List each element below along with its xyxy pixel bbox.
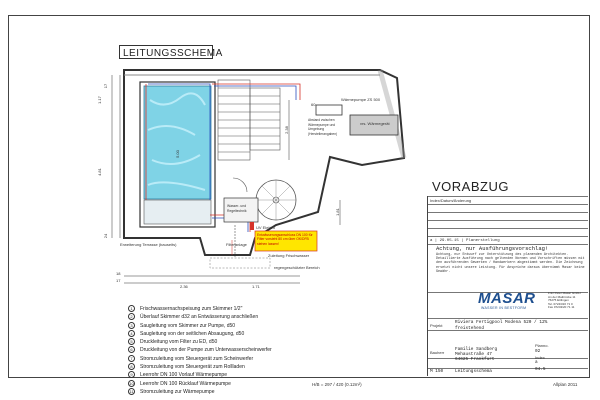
scale-label: M 150: [430, 369, 444, 374]
sheet-title: Leitungsschema: [455, 369, 492, 374]
company-tagline: WASSER IN BESTFORM: [481, 306, 527, 310]
dim-bottom-left: 24: [103, 233, 109, 239]
legend-item: [128, 380, 408, 388]
drawn-value: 04.5: [535, 367, 546, 372]
door-arc: [233, 178, 247, 192]
staircase: [218, 80, 280, 160]
legend-num: 11: [129, 388, 134, 394]
pump-note: Abstand zwischen Wärmepumpe und Umgebung (Herstellerangaben): [308, 118, 338, 136]
legend-item: [128, 322, 408, 330]
filter-label: Filteranlage: [226, 242, 247, 247]
legend-label: Saugleitung vom Skimmer zur Pumpe, d50: [140, 322, 236, 329]
pump-label: Wärmepumpe ZS 500: [341, 97, 381, 102]
heat-exchanger-label: vrs. Wärmegerät: [360, 121, 390, 126]
index-value: a: [535, 360, 538, 365]
index-header: Index/Datum/Änderung: [430, 198, 472, 203]
dim-bottom-2: 1.71: [252, 284, 260, 289]
legend-item: [128, 338, 408, 346]
uv-label: UV Elektro: [256, 225, 276, 230]
warning-text: Achtung, nur Entwurf zur Unterstützung des planenden Architekten. Detaillierte Ausführung nach geltenden Normen und Vorschriften müssen mit den ausführenden Gewerken / Handwerkern abgestimmt werden. Die Zeichnung ersetzt nicht unsere Leistung. Für Ansprüche daraus übernimmt Masar keine Gewähr.: [436, 253, 585, 274]
legend-num: 3: [128, 322, 135, 329]
legend-num: 2: [128, 313, 135, 320]
machine-room-label: Wasser- und Regeltechnik: [227, 204, 247, 213]
legend-item: [128, 371, 408, 379]
company-address: Fritz Peter Masar GmbH An der Maibrücke 11 76275 Ettlingen Tel. 07243/20 71 0 Fax 07243/20 71 11: [548, 291, 581, 310]
dim-left-small: 17: [103, 83, 109, 89]
pool-cover-shaft: [144, 200, 211, 224]
legend-num: 5: [128, 338, 135, 345]
legend-label: Stromzuleitung vom Steuergerät zum Scheinwerfer: [140, 355, 254, 362]
owner-label: Bauherr: [430, 350, 445, 355]
restricted-area-label: regengeschützter Bereich: [274, 265, 320, 270]
owner-address: Familie Sandberg Mehaustraße 47 64625 Frankfurt: [455, 347, 498, 362]
legend-label: Überlauf Skimmer d32 an Entwässerung anschließen: [140, 314, 259, 321]
legend-item: [128, 363, 408, 371]
dim-right: 1.81: [334, 208, 340, 216]
legend-label: Saugleitung von der seitlichen Absaugung, d50: [140, 330, 245, 337]
legend-num: 1: [128, 305, 135, 312]
warning-box-text: Entwässerungsanschluss DN 100 für Filter vorsieht 80 cm über OK/DFB stehen lassen!: [257, 233, 313, 246]
planno-label: Planno.: [535, 343, 549, 348]
index-label: Index: [535, 355, 545, 360]
dim-bottom-a: 18: [116, 271, 121, 276]
legend-label: Stromzuleitung vom Steuergerät zum Rollladen: [140, 364, 245, 371]
legend-item: [128, 305, 408, 313]
drawing-title: LEITUNGSSCHEMA: [123, 48, 223, 59]
software-label: Allplan 2011: [553, 382, 578, 387]
legend-label: Leerrohr DN 100 Rücklauf Wärmepumpe: [140, 380, 231, 387]
legend-label: Druckleitung vom Filter zu ED, d50: [140, 339, 218, 346]
title-block: [427, 196, 588, 376]
legend-label: Leerrohr DN 100 Vorlauf Wärmepumpe: [140, 372, 227, 379]
legend-num: 6: [128, 346, 135, 353]
terrace-note: Erweiterung Terrasse (bauseits): [120, 242, 177, 247]
dim-inner: 2.38: [283, 126, 289, 134]
pool-length: 5.00: [174, 150, 180, 158]
legend-num: 10: [129, 380, 134, 386]
pump-number: 60: [311, 102, 316, 107]
preliminary-stamp: VORABZUG: [432, 179, 509, 194]
project-label: Projekt: [430, 323, 443, 328]
legend-item: [128, 346, 408, 354]
fresh-water-label: Zuleitung Frischwasser: [268, 253, 310, 258]
legend-num: 7: [128, 355, 135, 362]
legend-item: [128, 313, 408, 321]
uv-marker: [250, 222, 254, 230]
legend-label: Druckleitung von der Pumpe zum Unterwasserscheinwerfer: [140, 347, 272, 354]
company-logo: MASAR: [478, 290, 536, 307]
legend-num: 4: [128, 330, 135, 337]
dim-bottom-1: 2.36: [180, 284, 188, 289]
planno-value: 02: [535, 349, 541, 354]
legend-label: Stromzuleitung zur Wärmepumpe: [140, 388, 215, 395]
restricted-area: [210, 258, 270, 268]
legend-num: 8: [128, 363, 135, 370]
project-name: Riviera Fertigpool Modena 520 / 12% freistehend: [455, 320, 548, 331]
legend-item: [128, 388, 408, 396]
legend-item: [128, 355, 408, 363]
legend-num: 9: [128, 371, 135, 378]
legend-item: [128, 330, 408, 338]
heat-pump: [316, 105, 342, 115]
pipe-legend: [128, 305, 408, 396]
sheet-format: H/B = 297 / 420 (0.12m²): [312, 382, 362, 387]
revision-entry: a | 29.05.15 | Planerstellung: [430, 239, 500, 243]
legend-label: Frischwassernachspeisung zum Skimmer 1/2": [140, 306, 243, 312]
dim-left-main: 4.81: [96, 168, 102, 176]
warning-title: Achtung, nur Ausführungsvorschlag!: [436, 245, 549, 252]
dim-left-top: 1.17: [96, 96, 102, 104]
dim-bottom-b: 17: [116, 278, 121, 283]
